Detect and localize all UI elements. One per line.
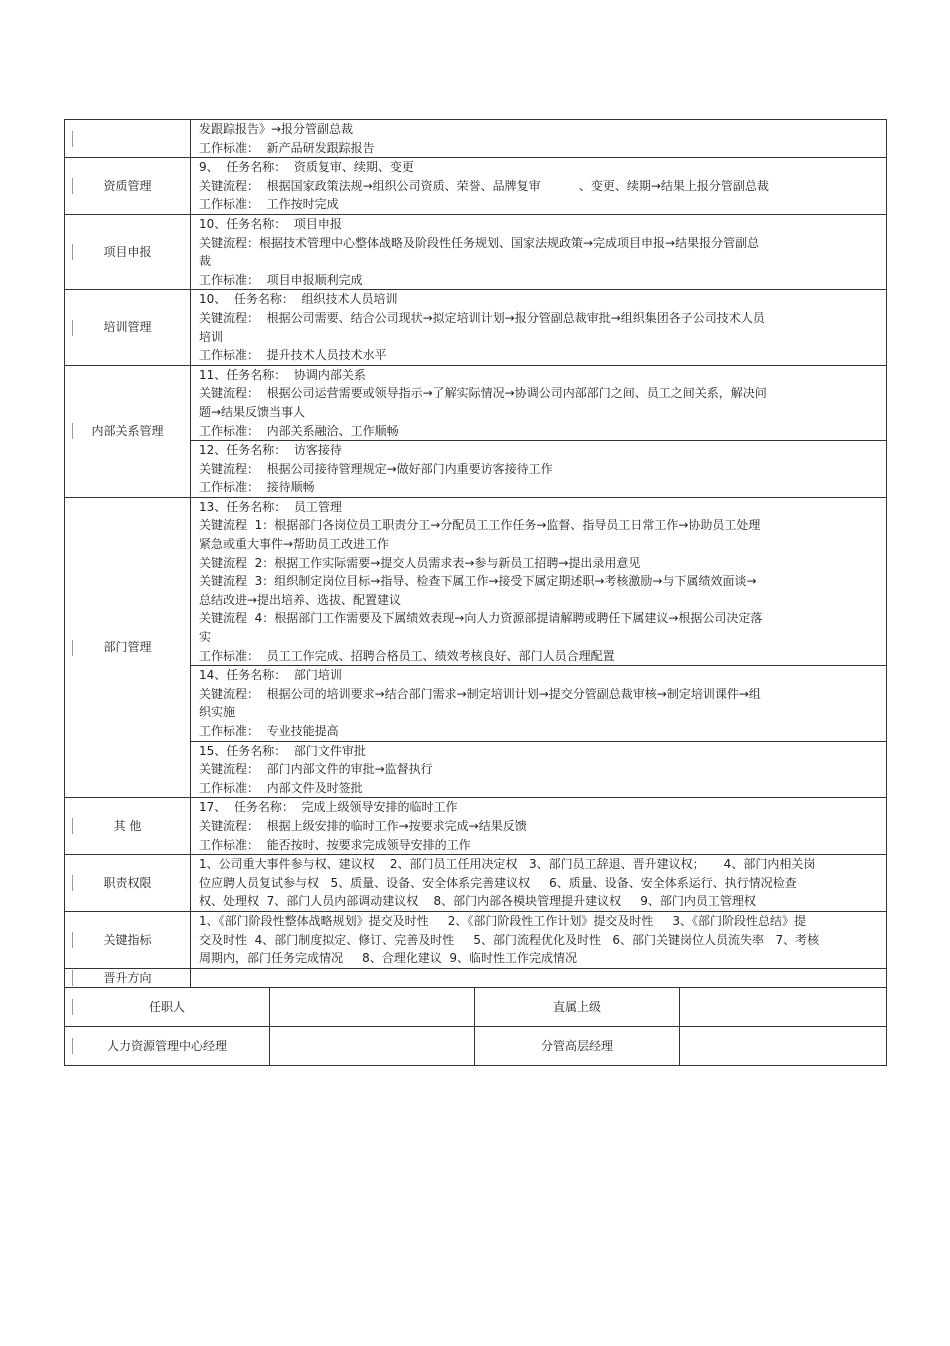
table-row	[65, 120, 887, 158]
text-line: 12、任务名称： 访客接待	[199, 443, 342, 458]
text-line: 15、任务名称： 部门文件审批	[199, 743, 366, 758]
text-line: 关键流程： 部门内部文件的审批→监督执行	[199, 762, 433, 777]
table-row	[65, 365, 887, 440]
text-line: 权、处理权 7、部门人员内部调动建议权 8、部门内部各模块管理提升建议权 9、部门内员工管理权	[199, 894, 756, 909]
text-line: 工作标准： 内部文件及时签批	[199, 780, 363, 795]
row-label: 其 他	[65, 798, 191, 855]
signature-field[interactable]	[270, 988, 475, 1027]
job-description-table	[64, 119, 887, 1066]
text-line: 关键流程 2：根据工作实际需要→提交人员需求表→参与新员工招聘→提出录用意见	[199, 555, 641, 570]
row-label: 资质管理	[65, 158, 191, 215]
signature-field[interactable]	[680, 988, 887, 1027]
row-label: 项目申报	[65, 214, 191, 289]
text-line: 17、 任务名称： 完成上级领导安排的临时工作	[199, 800, 458, 815]
row-content	[191, 290, 887, 365]
row-label: 培训管理	[65, 290, 191, 365]
text-line: 关键流程： 根据公司运营需要或领导指示→了解实际情况→协调公司内部部门之间、员工之间关系，解决问	[199, 386, 767, 401]
row-content	[191, 158, 887, 215]
text-line: 关键流程： 根据公司的培训要求→结合部门需求→制定培训计划→提交分管副总裁审核→制定培训课件→组	[199, 686, 761, 701]
row-content	[191, 497, 887, 665]
text-line: 培训	[199, 329, 224, 344]
table-row	[65, 214, 887, 289]
table-row	[65, 968, 887, 988]
row-content	[191, 120, 887, 158]
text-line: 工作标准： 提升技术人员技术水平	[199, 348, 387, 363]
text-line: 裁	[199, 254, 212, 269]
text-line: 13、任务名称： 员工管理	[199, 499, 342, 514]
table-row	[65, 911, 887, 968]
text-line: 题→结果反馈当事人	[199, 404, 306, 419]
row-label: 部门管理	[65, 497, 191, 798]
text-line: 关键流程 1：根据部门各岗位员工职责分工→分配员工工作任务→监督、指导员工日常工作→协助员工处理	[199, 518, 761, 533]
text-line: 关键流程：根据技术管理中心整体战略及阶段性任务规划、国家法规政策→完成项目申报→结果报分管副总	[199, 235, 760, 250]
row-content	[191, 441, 887, 498]
signature-label: 任职人	[65, 988, 270, 1027]
text-line: 周期内，部门任务完成情况 8、合理化建议 9、临时性工作完成情况	[199, 951, 577, 966]
text-line: 工作标准： 能否按时、按要求完成领导安排的工作	[199, 837, 471, 852]
signature-label: 分管高层经理	[475, 1027, 680, 1066]
row-label: 职责权限	[65, 855, 191, 912]
text-line: 9、 任务名称： 资质复审、续期、变更	[199, 160, 414, 175]
text-line: 工作标准： 内部关系融洽、工作顺畅	[199, 423, 399, 438]
text-line: 关键流程： 根据上级安排的临时工作→按要求完成→结果反馈	[199, 818, 527, 833]
text-line: 10、任务名称： 项目申报	[199, 216, 342, 231]
table-row	[65, 855, 887, 912]
signature-field[interactable]	[270, 1027, 475, 1066]
row-label: 内部关系管理	[65, 365, 191, 497]
row-content	[191, 741, 887, 798]
text-line: 工作标准： 新产品研发跟踪报告	[199, 140, 375, 155]
signature-label: 人力资源管理中心经理	[65, 1027, 270, 1066]
text-line: 总结改进→提出培养、选拔、配置建议	[199, 592, 402, 607]
text-line: 1、公司重大事件参与权、建议权 2、部门员工任用决定权 3、部门员工辞退、晋升建议权； 4、部门内相关岗	[199, 857, 816, 872]
row-content	[191, 855, 887, 912]
table-row	[65, 158, 887, 215]
text-line: 交及时性 4、部门制度拟定、修订、完善及时性 5、部门流程优化及时性 6、部门关键岗位人员流失率 7、考核	[199, 932, 820, 947]
text-line: 关键流程 4：根据部门工作需要及下属绩效表现→向人力资源部提请解聘或聘任下属建议→根据公司决定落	[199, 611, 763, 626]
row-content	[191, 214, 887, 289]
text-line: 10、 任务名称： 组织技术人员培训	[199, 292, 398, 307]
signature-label: 直属上级	[475, 988, 680, 1027]
signature-row	[65, 1027, 887, 1066]
text-line: 关键流程： 根据公司接待管理规定→做好部门内重要访客接待工作	[199, 461, 553, 476]
row-label: 晋升方向	[65, 968, 191, 988]
table-row	[65, 290, 887, 365]
row-content	[191, 798, 887, 855]
text-line: 工作标准： 项目申报顺利完成	[199, 272, 363, 287]
text-line: 14、任务名称： 部门培训	[199, 668, 342, 683]
text-line: 1、《部门阶段性整体战略规划》提交及时性 2、《部门阶段性工作计划》提交及时性 3、《部门阶段性总结》提	[199, 913, 807, 928]
signature-row	[65, 988, 887, 1027]
text-line: 关键流程 3：组织制定岗位目标→指导、检查下属工作→接受下属定期述职→考核激励→与下属绩效面谈→	[199, 574, 757, 589]
text-line: 位应聘人员复试参与权 5、质量、设备、安全体系完善建议权 6、质量、设备、安全体系运行、执行情况检查	[199, 875, 797, 890]
text-line: 工作标准： 工作按时完成	[199, 197, 339, 212]
row-content	[191, 666, 887, 741]
table-row	[65, 497, 887, 665]
row-label: 关键指标	[65, 911, 191, 968]
table-row	[65, 798, 887, 855]
text-line: 工作标准： 接待顺畅	[199, 480, 315, 495]
text-line: 工作标准： 专业技能提高	[199, 724, 339, 738]
text-line: 实	[199, 630, 212, 645]
text-line: 11、任务名称： 协调内部关系	[199, 367, 366, 382]
text-line: 紧急或重大事件→帮助员工改进工作	[199, 537, 390, 552]
row-content	[191, 911, 887, 968]
row-label	[65, 120, 191, 158]
signature-field[interactable]	[680, 1027, 887, 1066]
text-line: 关键流程： 根据公司需要、结合公司现状→拟定培训计划→报分管副总裁审批→组织集团各子公司技术人员	[199, 310, 765, 325]
text-line: 工作标准： 员工工作完成、招聘合格员工、绩效考核良好、部门人员合理配置	[199, 648, 615, 663]
text-line: 发跟踪报告》→报分管副总裁	[199, 122, 354, 136]
row-content	[191, 365, 887, 440]
row-content	[191, 968, 887, 988]
text-line: 织实施	[199, 705, 236, 720]
text-line: 关键流程： 根据国家政策法规→组织公司资质、荣誉、品牌复审 、变更、续期→结果上报分管副总裁	[199, 178, 769, 193]
